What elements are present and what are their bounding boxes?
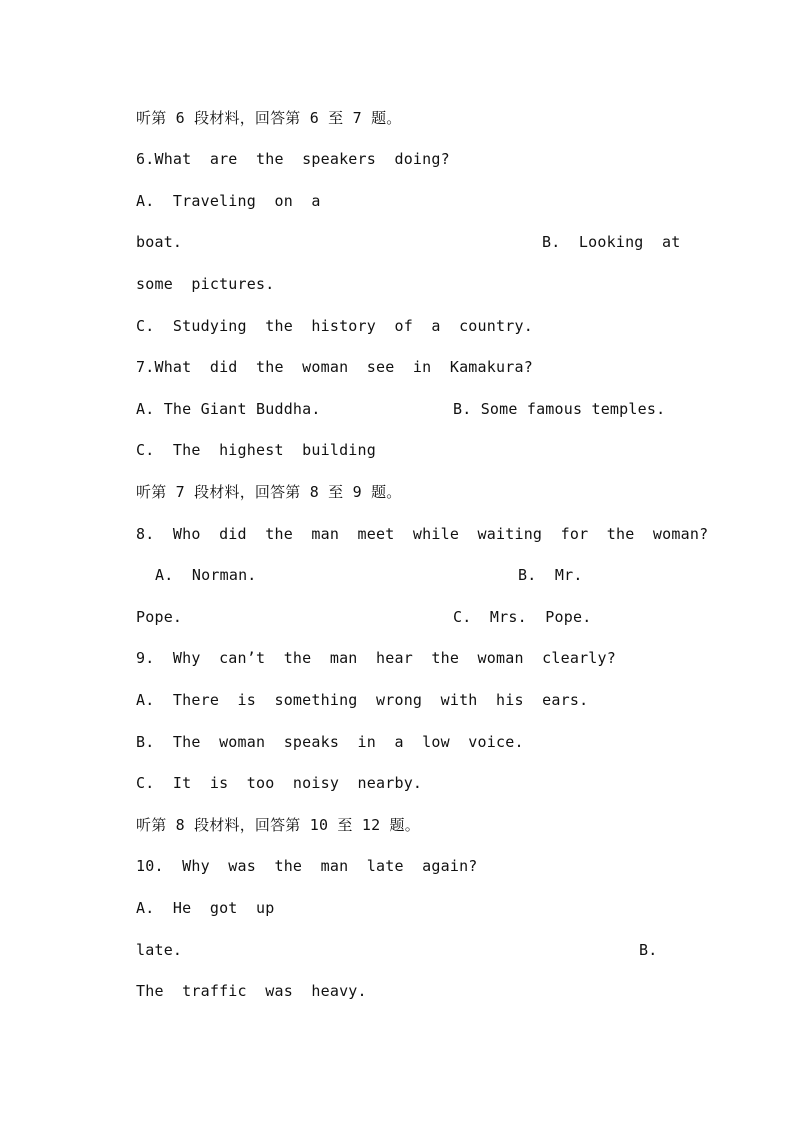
question-6: 6.What are the speakers doing? (136, 150, 450, 168)
section-heading-6: 听第 6 段材料，回答第 6 至 7 题。 (136, 109, 402, 127)
question-6-option-b-continued: some pictures. (136, 275, 275, 293)
question-8-option-b-continued: Pope. (136, 608, 183, 626)
question-9: 9. Why can’t the man hear the woman clearly? (136, 649, 616, 667)
question-8-option-a: A. Norman. (155, 566, 257, 584)
question-10-option-a-continued: late. (136, 941, 183, 959)
question-8-option-c: C. Mrs. Pope. (453, 608, 592, 626)
question-8: 8. Who did the man meet while waiting for the woman? (136, 525, 709, 543)
section-heading-8: 听第 8 段材料，回答第 10 至 12 题。 (136, 816, 420, 834)
question-7: 7.What did the woman see in Kamakura? (136, 358, 533, 376)
question-10-option-b-continued: The traffic was heavy. (136, 982, 367, 1000)
question-10-option-a: A. He got up (136, 899, 275, 917)
question-7-option-c: C. The highest building (136, 441, 376, 459)
question-7-option-a: A. The Giant Buddha. (136, 400, 321, 418)
question-8-option-b: B. Mr. (518, 566, 583, 584)
question-10: 10. Why was the man late again? (136, 857, 478, 875)
question-10-option-b: B. (639, 941, 658, 959)
question-9-option-c: C. It is too noisy nearby. (136, 774, 423, 792)
question-9-option-b: B. The woman speaks in a low voice. (136, 733, 524, 751)
question-6-option-b: B. Looking at (542, 233, 681, 251)
section-heading-7: 听第 7 段材料，回答第 8 至 9 题。 (136, 483, 402, 501)
question-6-option-a-continued: boat. (136, 233, 183, 251)
question-7-option-b: B. Some famous temples. (453, 400, 666, 418)
question-9-option-a: A. There is something wrong with his ears. (136, 691, 589, 709)
question-6-option-c: C. Studying the history of a country. (136, 317, 533, 335)
question-6-option-a: A. Traveling on a (136, 192, 321, 210)
